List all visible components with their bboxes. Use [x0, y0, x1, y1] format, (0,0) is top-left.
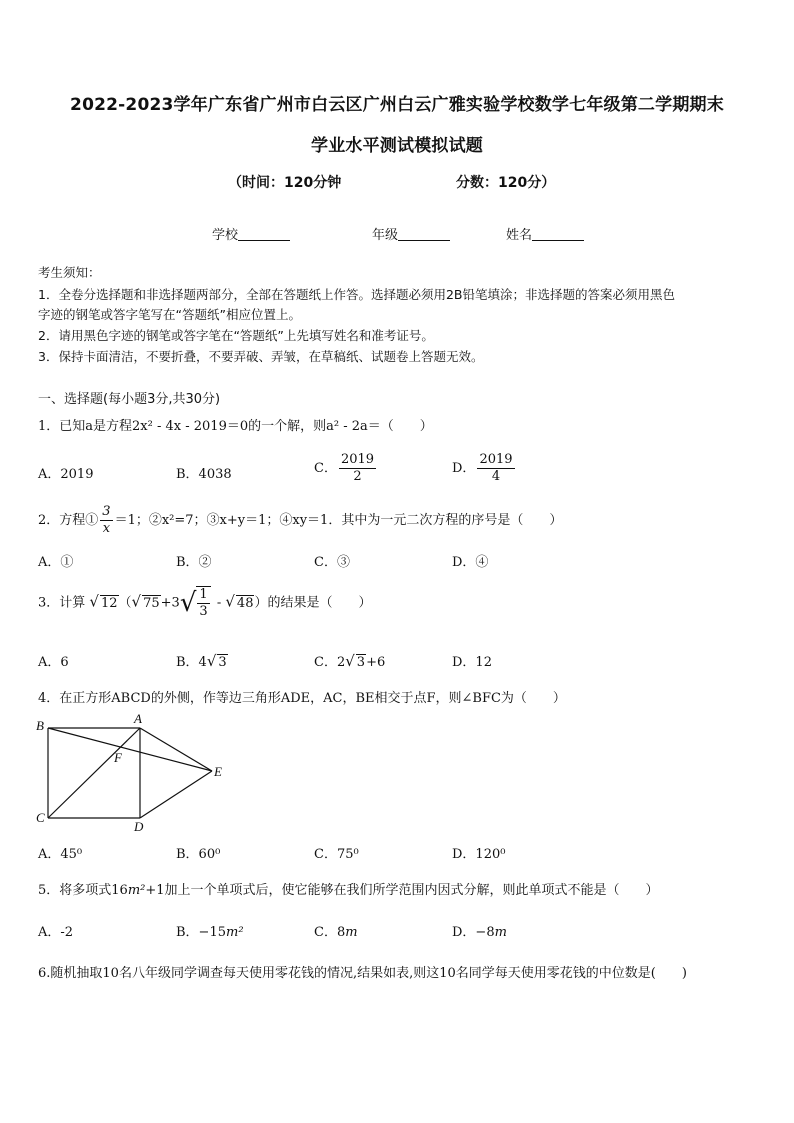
q3-option-c-label: C．2	[314, 655, 346, 670]
q1-option-b: B．4038	[176, 467, 232, 482]
name-field	[506, 224, 584, 243]
q5-option-c	[314, 921, 358, 940]
q3-radicand-1: 12	[100, 595, 118, 611]
q5-option-d-label: D．−8	[452, 925, 495, 940]
q2-option-a: A．①	[38, 555, 74, 570]
page-title-line2: 学业水平测试模拟试题	[311, 136, 483, 156]
q4-option-d: D．120⁰	[452, 847, 506, 862]
q1-c-numerator: 2019	[340, 452, 375, 467]
q2-option-d: D．④	[452, 555, 489, 570]
notice-item-2: 2．请用黑色字迹的钢笔或答字笔在“答题纸”上先填写姓名和准考证号。	[38, 328, 434, 343]
grade-label: 年级	[372, 228, 399, 243]
q5-option-b	[176, 921, 244, 940]
q3-plus3: +3	[160, 595, 180, 611]
q5-option-d	[452, 921, 507, 940]
q5-prefix: 5．将多项式16	[38, 883, 128, 898]
q5-option-b-label: B．−15	[176, 925, 226, 940]
q5-option-d-var: m	[494, 925, 507, 940]
question-6: 6.随机抽取10名八年级同学调查每天使用零花钱的情况,结果如表,则这10名同学每天使用零花钱的中位数是( )	[38, 966, 687, 981]
q2-prefix: 2．方程①	[38, 513, 99, 528]
question-1: 1．已知a是方程2x² - 4x - 2019＝0的一个解，则a² - 2a＝（ ）	[38, 419, 433, 434]
q1-d-denominator: 4	[491, 469, 501, 484]
grade-field	[372, 224, 450, 243]
q3-option-c	[314, 651, 385, 670]
label-c: C	[36, 810, 45, 825]
q2-option-b: B．②	[176, 555, 212, 570]
q3-open-paren: （	[118, 595, 132, 611]
q2-denominator: x	[102, 521, 111, 536]
q2-fraction	[100, 504, 112, 537]
geometry-figure	[36, 710, 236, 835]
section-heading: 一、选择题(每小题3分,共30分)	[38, 392, 221, 407]
exam-score: 分数：120分）	[456, 175, 556, 191]
q2-numerator: 3	[102, 504, 111, 519]
q3-option-b	[176, 651, 228, 670]
q3-denominator: 3	[199, 604, 208, 619]
q1-option-d	[452, 452, 517, 485]
label-a: A	[134, 711, 142, 726]
name-label: 姓名	[506, 228, 533, 243]
q4-option-b: B．60⁰	[176, 847, 221, 862]
sqrt-icon: √	[131, 592, 142, 611]
sqrt-icon: √	[89, 592, 99, 611]
q1-c-denominator: 2	[353, 469, 362, 484]
q1-option-a: A．2019	[38, 467, 94, 482]
sqrt-icon: √	[179, 588, 197, 618]
q1-option-c-fraction	[339, 452, 376, 485]
exam-time: （时间：120分钟	[228, 175, 342, 191]
edge-ac	[48, 728, 140, 818]
question-5	[38, 879, 659, 898]
q3-option-c-suffix: +6	[366, 655, 386, 670]
q3-numerator: 1	[199, 587, 208, 602]
notice-item-1: 1．全卷分选择题和非选择题两部分，全部在答题纸上作答。选择题必须用2B铅笔填涂；非选择题的答案必须用黑色	[38, 287, 675, 302]
edge-de	[140, 771, 212, 818]
q5-option-a: A．-2	[38, 925, 74, 940]
grade-blank	[398, 227, 450, 241]
q3-suffix: ）的结果是（ ）	[254, 595, 372, 611]
q3-option-b-label: B．4	[176, 655, 207, 670]
q1-option-c	[314, 452, 378, 485]
q4-option-c: C．75⁰	[314, 847, 359, 862]
notice-heading: 考生须知：	[38, 265, 101, 280]
q5-suffix: +1加上一个单项式后，使它能够在我们所学范围内因式分解，则此单项式不能是（ ）	[145, 883, 659, 898]
edge-be	[48, 728, 212, 771]
q2-option-c: C．③	[314, 555, 350, 570]
school-blank	[238, 227, 290, 241]
q1-option-c-label: C．	[314, 461, 337, 476]
q4-option-a: A．45⁰	[38, 847, 83, 862]
q1-d-numerator: 2019	[479, 452, 513, 467]
question-2	[38, 504, 562, 537]
q2-suffix: ＝1；②x²=7；③x+y＝1；④xy＝1．其中为一元二次方程的序号是（ ）	[114, 513, 563, 528]
question-4: 4．在正方形ABCD的外侧，作等边三角形ADE，AC，BE相交于点F，则∠BFC为（ ）	[38, 691, 566, 706]
q3-radicand-3: 48	[236, 595, 254, 611]
q3-prefix: 3．计算	[38, 595, 86, 611]
q1-option-d-label: D．	[452, 461, 476, 476]
school-field	[212, 224, 290, 243]
q3-option-a: A．6	[38, 655, 69, 670]
label-d: D	[134, 819, 144, 834]
page-title-line1: 2022-2023学年广东省广州市白云区广州白云广雅实验学校数学七年级第二学期期末	[70, 95, 724, 115]
q1-option-d-fraction	[477, 452, 514, 485]
notice-item-3: 3．保持卡面清洁，不要折叠，不要弄破、弄皱，在草稿纸、试题卷上答题无效。	[38, 349, 484, 364]
sqrt-icon: √	[206, 652, 217, 670]
edge-ae	[140, 728, 212, 771]
q3-fraction	[196, 586, 210, 620]
q5-option-c-var: m	[345, 925, 358, 940]
q5-option-b-var: m²	[226, 925, 244, 940]
school-label: 学校	[212, 228, 239, 243]
q3-minus: -	[212, 595, 226, 611]
label-b: B	[36, 718, 44, 733]
label-e: E	[214, 764, 222, 779]
notice-item-1-cont: 字迹的钢笔或答字笔写在“答题纸”相应位置上。	[38, 307, 301, 322]
question-3	[38, 586, 371, 620]
q3-radicand-2: 75	[143, 595, 160, 611]
label-f: F	[114, 750, 122, 765]
q5-m-squared: m²	[127, 883, 146, 898]
q5-option-c-label: C．8	[314, 925, 346, 940]
q3-option-c-radicand: 3	[356, 655, 366, 670]
name-blank	[532, 227, 584, 241]
sqrt-icon: √	[345, 652, 355, 670]
q3-option-b-radicand: 3	[218, 655, 227, 670]
sqrt-icon: √	[225, 592, 235, 611]
q3-option-d: D．12	[452, 655, 492, 670]
